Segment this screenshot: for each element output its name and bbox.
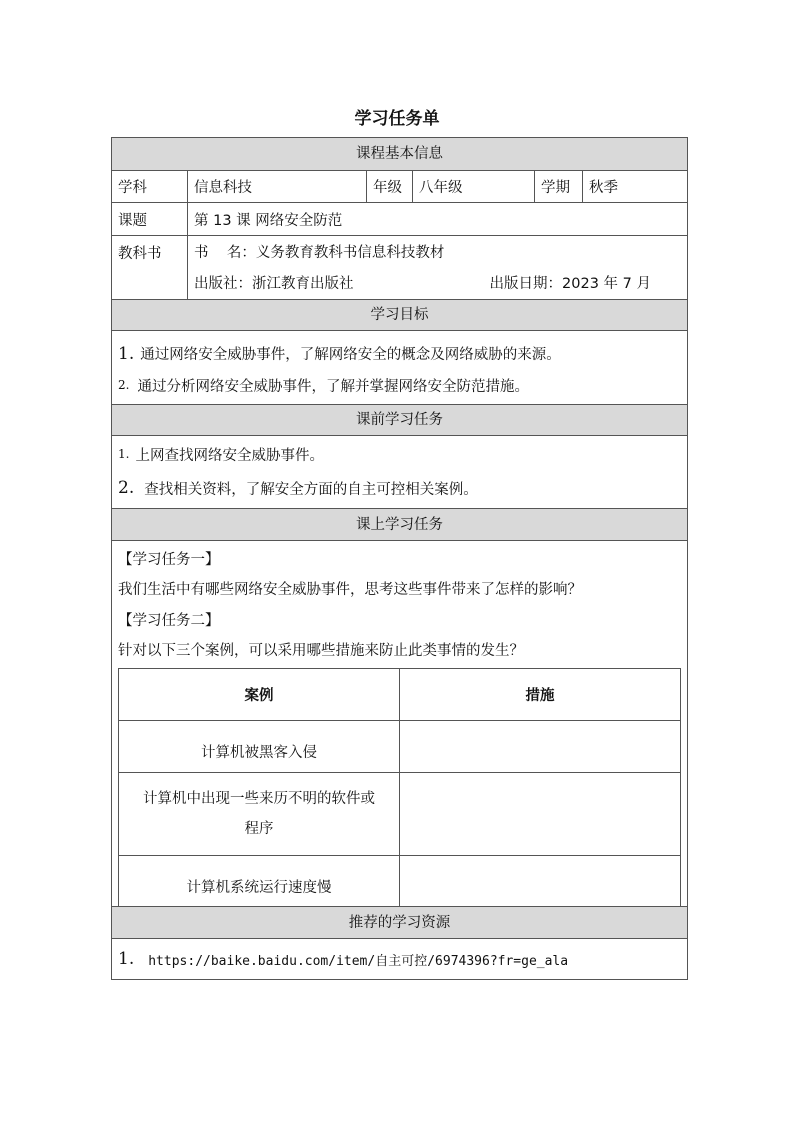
resource-number: 1. <box>118 949 135 969</box>
goals-list <box>112 331 687 405</box>
pre-task-text: 查找相关资料，了解安全方面的自主可控相关案例。 <box>144 481 478 498</box>
pre-task-item <box>118 470 681 506</box>
publish-date: 出版日期：2023 年 7 月 <box>489 276 651 292</box>
goal-number: 2. <box>118 378 130 392</box>
pre-task-list <box>112 436 687 509</box>
textbook-row <box>112 236 687 300</box>
task1-title: 【学习任务一】 <box>118 551 220 568</box>
case-cell: 计算机被黑客入侵 <box>119 721 400 773</box>
publisher: 出版社：浙江教育出版社 <box>194 276 354 292</box>
resource-item <box>118 939 681 979</box>
term-value: 秋季 <box>589 180 618 196</box>
task-sheet <box>111 137 688 980</box>
goal-item <box>118 337 681 370</box>
pre-task-number: 2. <box>118 478 135 498</box>
measure-cell[interactable] <box>400 721 681 773</box>
goal-text: 通过分析网络安全威胁事件，了解并掌握网络安全防范措施。 <box>137 378 529 395</box>
task1-text: 我们生活中有哪些网络安全威胁事件，思考这些事件带来了怎样的影响？ <box>118 582 582 598</box>
pre-task-number: 1. <box>118 447 130 461</box>
goal-number: 1. <box>118 343 135 364</box>
pre-task-text: 上网查找网络安全威胁事件。 <box>135 447 324 464</box>
class-tasks-body <box>112 541 687 907</box>
case-column-header: 案例 <box>119 669 400 721</box>
page-title: 学习任务单 <box>354 109 440 129</box>
section-header-class-tasks: 课上学习任务 <box>112 509 687 541</box>
topic-value: 第 13 课 网络安全防范 <box>194 212 343 229</box>
table-row <box>119 721 681 773</box>
section-header-goals: 学习目标 <box>112 300 687 331</box>
table-row <box>119 773 681 856</box>
grade-value: 八年级 <box>413 171 535 202</box>
goal-item <box>118 370 681 400</box>
section-header-resources: 推荐的学习资源 <box>112 907 687 939</box>
publisher-line <box>194 268 681 298</box>
table-row <box>119 856 681 908</box>
section-header-basic-info: 课程基本信息 <box>112 138 687 171</box>
task2-text: 针对以下三个案例，可以采用哪些措施来防止此类事情的发生？ <box>118 642 524 659</box>
section-header-pre-tasks: 课前学习任务 <box>112 405 687 436</box>
case-cell: 计算机系统运行速度慢 <box>119 856 400 908</box>
table-header-row <box>119 669 681 721</box>
book-name: 书 名：义务教育教科书信息科技教材 <box>194 244 445 261</box>
resources-list <box>112 939 687 979</box>
topic-row <box>112 203 687 236</box>
subject-row <box>112 171 687 203</box>
resource-link[interactable]: https://baike.baidu.com/item/自主可控/6974396?fr=ge_ala <box>148 953 569 969</box>
task2-title: 【学习任务二】 <box>118 612 220 629</box>
topic-label: 课题 <box>112 203 188 235</box>
case-cell: 计算机中出现一些来历不明的软件或 程序 <box>119 773 400 856</box>
cases-table <box>118 668 681 908</box>
grade-label: 年级 <box>367 171 413 202</box>
subject-value: 信息科技 <box>188 171 367 202</box>
textbook-label: 教科书 <box>112 236 188 299</box>
measure-cell[interactable] <box>400 773 681 856</box>
measure-cell[interactable] <box>400 856 681 908</box>
pre-task-item <box>118 438 681 470</box>
measure-column-header: 措施 <box>400 669 681 721</box>
textbook-info <box>188 236 687 299</box>
term-label: 学期 <box>535 171 583 202</box>
goal-text: 通过网络安全威胁事件，了解网络安全的概念及网络威胁的来源。 <box>140 347 561 363</box>
subject-label: 学科 <box>112 171 188 202</box>
